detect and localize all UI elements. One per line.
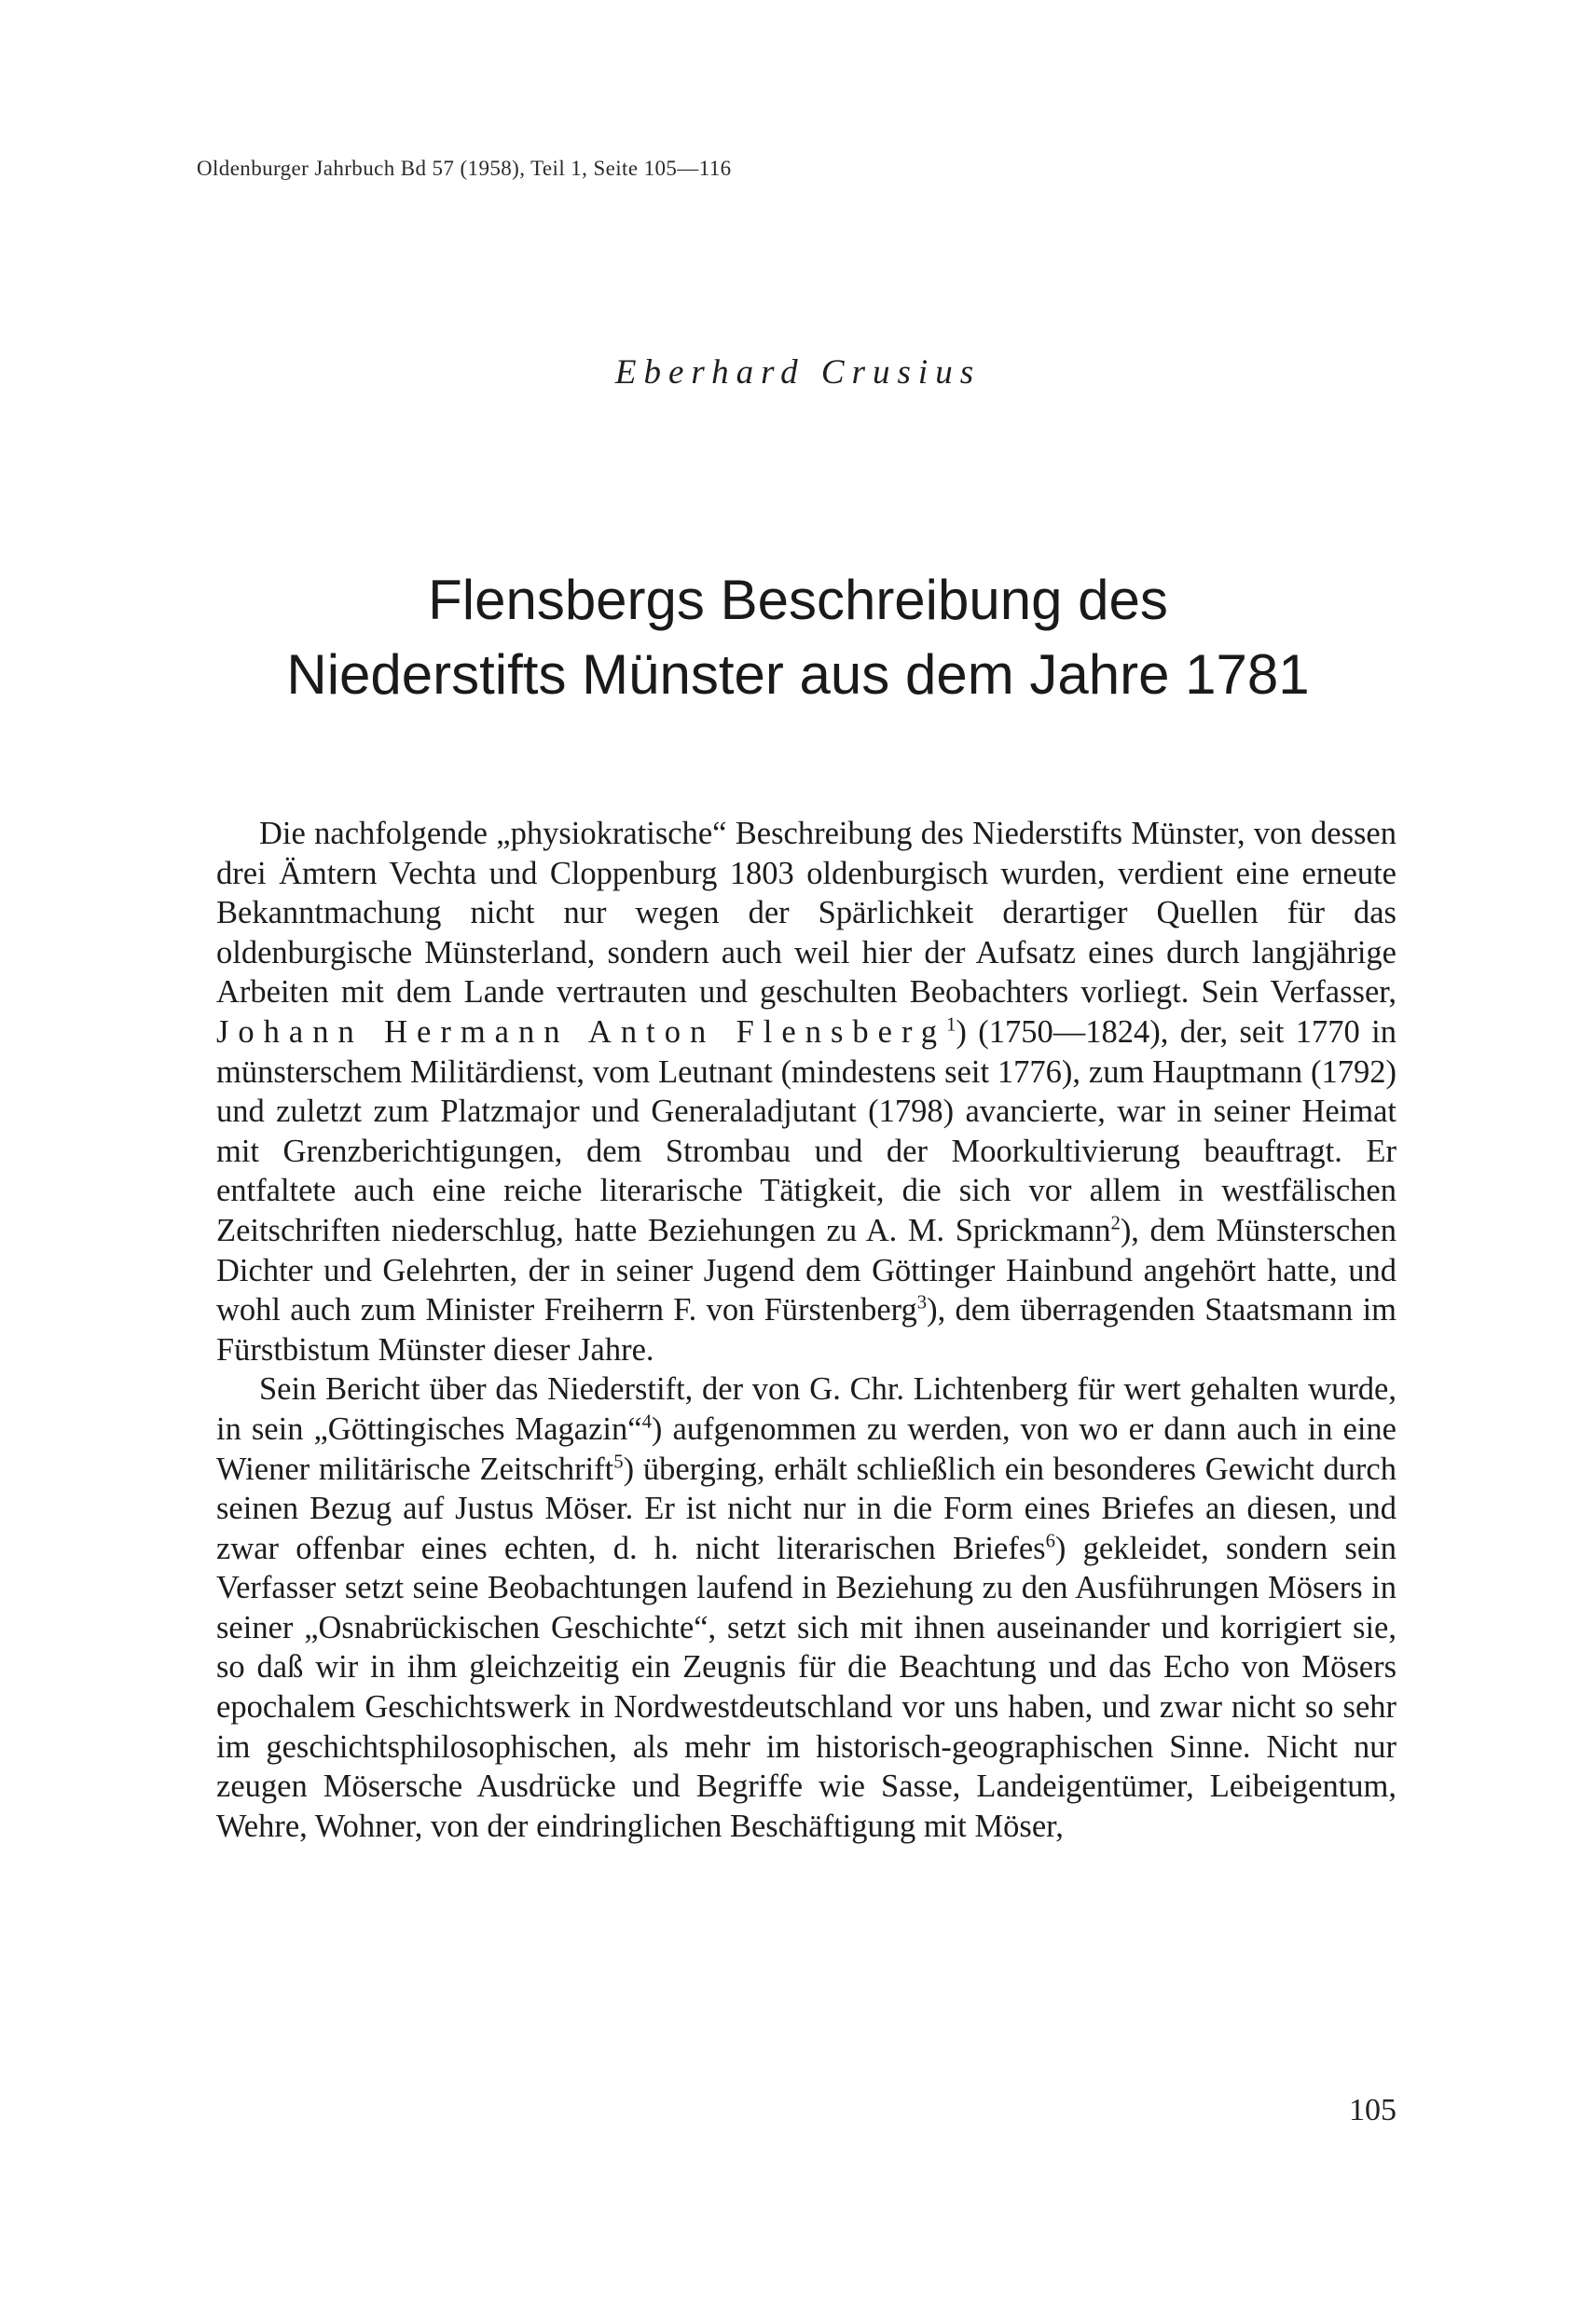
paragraph-1-text-d: ), dem überragenden Staatsmann im Fürstbistum Münster dieser Jahre. xyxy=(216,1292,1397,1368)
footnote-ref-4: 4 xyxy=(641,1411,652,1433)
paragraph-1-text-a: Die nachfolgende „physiokratische“ Beschreibung des Niederstifts Münster, von dessen drei Ämtern Vechta und Cloppenburg 1803 oldenburgisch wurden, verdient eine erneute Bekanntmachung nicht nur wegen der Spärlichkeit derartiger Quellen für das oldenburgische Münsterland, sondern auch weil hier der Aufsatz eines durch langjährige Arbeiten mit dem Lande vertrauten und geschulten Beobachters vorliegt. Sein Verfasser, xyxy=(216,816,1396,1011)
footnote-ref-3: 3 xyxy=(916,1292,928,1314)
paragraph-1 xyxy=(216,814,1396,1369)
paragraph-2-text-d: ) gekleidet, sondern sein Verfasser setzt seine Beobachtungen laufend in Beziehung zu den Ausführungen Mösers in seiner „Osnabrückischen Geschichte“, setzt sich mit ihnen auseinander und korrigiert sie, so daß wir in ihm gleichzeitig ein Zeugnis für die Beachtung und das Echo von Mösers epochalem Geschichtswerk in Nordwestdeutschland vor uns haben, und zwar nicht so sehr im geschichtsphilosophischen, als mehr im historisch-geographischen Sinne. Nicht nur zeugen Mösersche Ausdrücke und Begriffe wie Sasse, Landeigentümer, Leibeigentum, Wehre, Wohner, von der eindringlichen Beschäftigung mit Möser, xyxy=(216,1530,1397,1844)
paragraph-1-text-b: ) (1750—1824), der, seit 1770 in münsterschem Militärdienst, vom Leutnant (mindestens seit 1776), zum Hauptmann (1792) und zuletzt zum Platzmajor und Generaladjutant (1798) avancierte, war in seiner Heimat mit Grenzberichtigungen, dem Strombau und der Moorkultivierung beauftragt. Er entfaltete auch eine reiche literarische Tätigkeit, die sich vor allem in westfälischen Zeitschriften niederschlug, hatte Beziehungen zu A. M. Sprickmann xyxy=(216,1013,1396,1248)
paragraph-2-text-b: ) aufgenommen zu werden, von wo er dann auch in eine Wiener militärische Zeitschrift xyxy=(216,1411,1396,1487)
paragraph-2 xyxy=(216,1369,1396,1846)
paragraph-1-text-c: ), dem Münsterschen Dichter und Gelehrten, der in seiner Jugend dem Göttinger Hainbund angehört hatte, und wohl auch zum Minister Freiherrn F. von Fürstenberg xyxy=(216,1212,1396,1328)
article-body xyxy=(216,814,1396,1846)
author-full-name: Johann Hermann Anton Flensberg xyxy=(216,1013,947,1050)
footnote-ref-5: 5 xyxy=(613,1452,624,1472)
running-header: Oldenburger Jahrbuch Bd 57 (1958), Teil 1, Seite 105—116 xyxy=(197,157,732,180)
author-name: Eberhard Crusius xyxy=(614,353,982,392)
title-line-1: Flensbergs Beschreibung des xyxy=(428,569,1168,631)
paragraph-2-text-c: ) überging, erhält schließlich ein besonderes Gewicht durch seinen Bezug auf Justus Möser. Er ist nicht nur in die Form eines Briefes an diesen, und zwar offenbar eines echten, d. h. nicht literarischen Briefes xyxy=(216,1451,1396,1566)
article-title xyxy=(0,563,1596,712)
footnote-ref-2: 2 xyxy=(1110,1213,1121,1234)
title-line-2: Niederstifts Münster aus dem Jahre 1781 xyxy=(286,643,1310,706)
paragraph-2-text-a: Sein Bericht über das Niederstift, der von G. Chr. Lichtenberg für wert gehalten wurde, in sein „Göttingisches Magazin“ xyxy=(216,1371,1396,1447)
footnote-ref-6: 6 xyxy=(1045,1531,1055,1552)
footnote-ref-1: 1 xyxy=(946,1014,956,1036)
page-number: 105 xyxy=(1349,2093,1396,2127)
